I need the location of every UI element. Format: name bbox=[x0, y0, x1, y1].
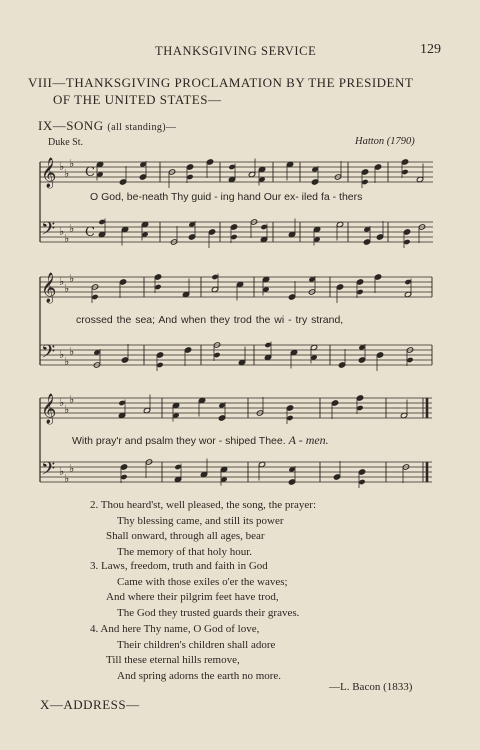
stanza-2-line-1: 2. Thou heard'st, well pleased, the song, the prayer: bbox=[90, 499, 316, 511]
note-head bbox=[218, 415, 225, 421]
note-head bbox=[403, 239, 410, 245]
note-head bbox=[186, 164, 193, 170]
note-head bbox=[311, 179, 318, 185]
note-head bbox=[331, 400, 338, 406]
section-10-title: X—ADDRESS— bbox=[40, 697, 140, 712]
treble-clef: 𝄞 bbox=[41, 273, 57, 303]
stanza-3-line-2: Came with those exiles o'er the waves; bbox=[117, 575, 288, 588]
note-head bbox=[406, 357, 413, 363]
note-head bbox=[336, 284, 343, 290]
note-head bbox=[356, 279, 363, 285]
flat-sign: ♭ bbox=[69, 463, 75, 475]
note-head bbox=[120, 464, 127, 470]
note-head bbox=[211, 274, 218, 280]
section-9-note: (all standing)— bbox=[107, 122, 177, 133]
note-head bbox=[356, 405, 363, 411]
note-head bbox=[358, 479, 365, 485]
flat-sign: ♭ bbox=[64, 404, 70, 416]
note-head bbox=[188, 234, 195, 240]
note-head bbox=[358, 357, 365, 363]
lyrics-line-3 bbox=[72, 433, 329, 448]
stanza-3-line-1: 3. Laws, freedom, truth and faith in God bbox=[90, 560, 268, 572]
flat-sign: ♭ bbox=[69, 158, 75, 170]
note-head bbox=[374, 274, 381, 280]
stanza-4-line-3: Till these eternal hills remove, bbox=[106, 654, 240, 667]
note-head bbox=[119, 279, 126, 285]
stanza-4-line-2: Their children's children shall adore bbox=[117, 638, 276, 651]
note-head bbox=[401, 169, 408, 175]
note-head bbox=[401, 159, 408, 165]
bass-clef: 𝄢 bbox=[41, 342, 56, 367]
amen: A - men. bbox=[288, 433, 329, 447]
note-head bbox=[286, 415, 293, 421]
flat-sign: ♭ bbox=[69, 223, 75, 235]
note-head bbox=[363, 239, 370, 245]
note-head bbox=[358, 469, 365, 475]
stanza-2 bbox=[90, 498, 316, 560]
note-head bbox=[120, 474, 127, 480]
note-head bbox=[154, 274, 161, 280]
attribution: —L. Bacon (1833) bbox=[329, 681, 413, 693]
flat-sign: ♭ bbox=[69, 273, 75, 285]
note-head bbox=[286, 405, 293, 411]
note-head bbox=[356, 395, 363, 401]
note-head bbox=[338, 362, 345, 368]
bass-clef: 𝄢 bbox=[41, 219, 56, 244]
note-head bbox=[208, 229, 215, 235]
note-head bbox=[333, 474, 340, 480]
time-signature: C bbox=[85, 225, 95, 240]
flat-sign: ♭ bbox=[64, 233, 70, 245]
note-head bbox=[121, 357, 128, 363]
bass-clef: 𝄢 bbox=[41, 459, 56, 484]
page-number: 129 bbox=[420, 42, 441, 57]
treble-clef: 𝄞 bbox=[41, 394, 57, 424]
section-8-title-line2: OF THE UNITED STATES— bbox=[53, 92, 222, 107]
note-head bbox=[356, 289, 363, 295]
note-head bbox=[376, 352, 383, 358]
flat-sign: ♭ bbox=[69, 346, 75, 358]
section-9-number: IX—SONG bbox=[38, 118, 104, 133]
flat-sign: ♭ bbox=[59, 226, 65, 238]
composer: Hatton (1790) bbox=[355, 136, 415, 147]
stanza-3 bbox=[90, 559, 299, 621]
note-head bbox=[230, 224, 237, 230]
note-head bbox=[118, 400, 125, 406]
note-head bbox=[264, 342, 271, 348]
note-head bbox=[376, 234, 383, 240]
flat-sign: ♭ bbox=[59, 397, 65, 409]
stanza-3-line-4: The God they trusted guards their graves. bbox=[117, 606, 300, 619]
flat-sign: ♭ bbox=[59, 276, 65, 288]
note-head bbox=[91, 294, 98, 300]
running-head: THANKSGIVING SERVICE bbox=[155, 44, 317, 58]
note-head bbox=[288, 479, 295, 485]
stanza-4-line-1: 4. And here Thy name, O God of love, bbox=[90, 623, 260, 635]
flat-sign: ♭ bbox=[64, 356, 70, 368]
note-head bbox=[403, 229, 410, 235]
note-head bbox=[361, 169, 368, 175]
note-head bbox=[186, 174, 193, 180]
stanza-2-line-2: Thy blessing came, and still its power bbox=[117, 514, 284, 527]
tune-name: Duke St. bbox=[48, 137, 83, 148]
note-head bbox=[260, 224, 267, 230]
lyrics-line-3-text: With pray'r and psalm they wor - shiped Thee. bbox=[72, 435, 286, 447]
flat-sign: ♭ bbox=[69, 394, 75, 406]
stanza-2-line-4: The memory of that holy hour. bbox=[117, 545, 253, 558]
note-head bbox=[156, 362, 163, 368]
note-head bbox=[288, 294, 295, 300]
flat-sign: ♭ bbox=[59, 161, 65, 173]
note-head bbox=[374, 164, 381, 170]
note-head bbox=[184, 347, 191, 353]
flat-sign: ♭ bbox=[64, 283, 70, 295]
note-head bbox=[230, 234, 237, 240]
note-head bbox=[213, 352, 220, 358]
note-head bbox=[404, 279, 411, 285]
note-head bbox=[156, 352, 163, 358]
stanza-4-line-4: And spring adorns the earth no more. bbox=[117, 669, 282, 682]
stanza-2-line-3: Shall onward, through all ages, bear bbox=[106, 530, 265, 543]
flat-sign: ♭ bbox=[59, 349, 65, 361]
lyrics-line-2: crossed the sea; And when they trod the wi - try strand, bbox=[76, 314, 344, 326]
treble-clef: 𝄞 bbox=[41, 158, 57, 188]
note-head bbox=[139, 174, 146, 180]
note-head bbox=[174, 464, 181, 470]
note-head bbox=[228, 164, 235, 170]
stanza-4 bbox=[90, 622, 281, 684]
note-head bbox=[154, 284, 161, 290]
note-head bbox=[206, 159, 213, 165]
lyrics-line-1: O God, be-neath Thy guid - ing hand Our ex- iled fa - thers bbox=[90, 191, 363, 203]
section-8-title-line1: VIII—THANKSGIVING PROCLAMATION BY THE PRESIDENT bbox=[28, 75, 414, 90]
note-head bbox=[361, 179, 368, 185]
note-head bbox=[98, 219, 105, 225]
time-signature: C bbox=[85, 165, 95, 180]
flat-sign: ♭ bbox=[59, 466, 65, 478]
stanza-3-line-3: And where their pilgrim feet have trod, bbox=[106, 591, 279, 604]
note-head bbox=[119, 179, 126, 185]
flat-sign: ♭ bbox=[64, 168, 70, 180]
flat-sign: ♭ bbox=[64, 473, 70, 485]
